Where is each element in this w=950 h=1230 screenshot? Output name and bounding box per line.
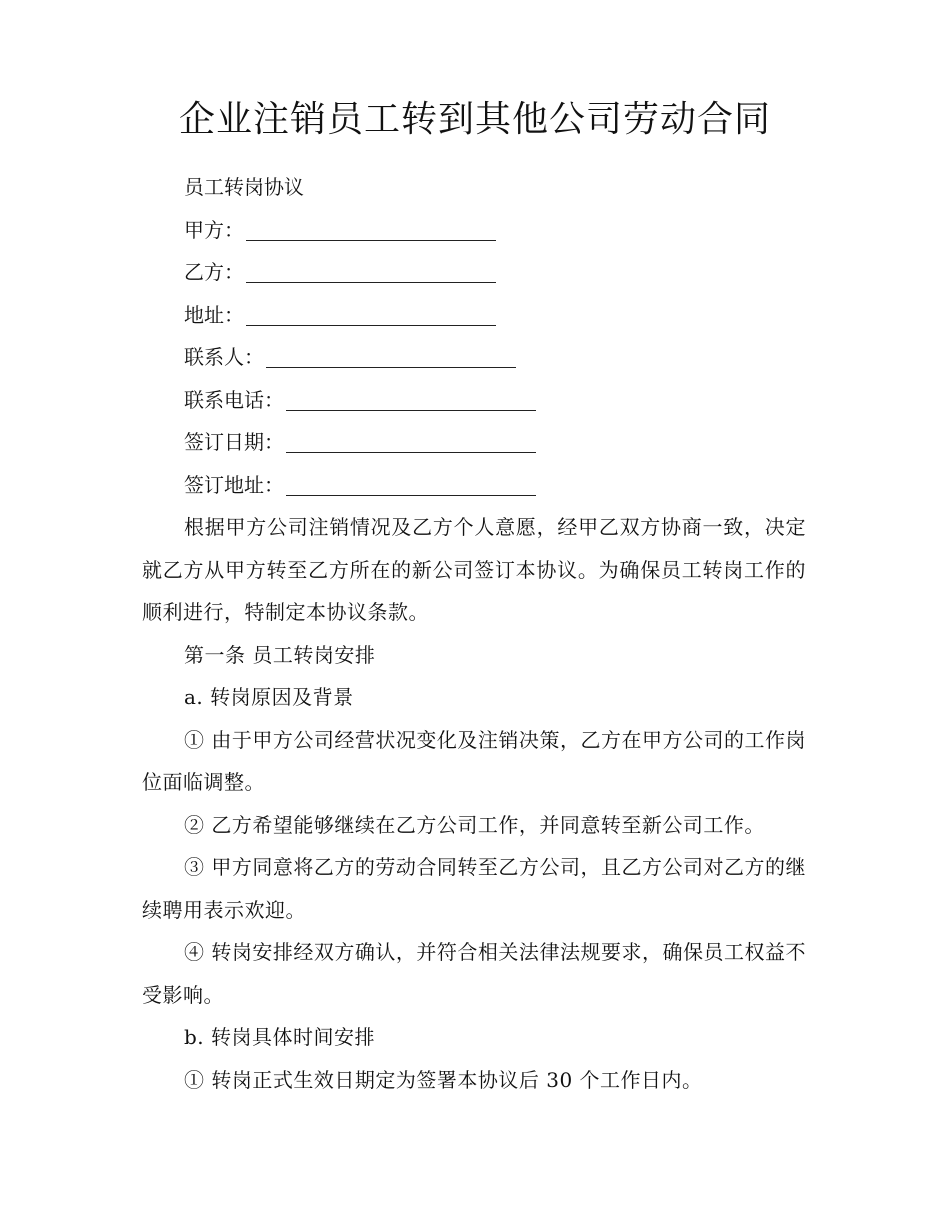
field-label: 签订日期：	[184, 430, 284, 454]
field-phone	[142, 379, 806, 422]
part-a-item-4: ④ 转岗安排经双方确认，并符合相关法律法规要求，确保员工权益不受影响。	[142, 940, 806, 1007]
blank-line[interactable]	[246, 324, 496, 326]
blank-line[interactable]	[266, 366, 516, 368]
field-address	[142, 294, 806, 337]
blank-line[interactable]	[286, 494, 536, 496]
field-party-a	[142, 209, 806, 252]
document-body	[142, 166, 806, 1101]
agreement-subtitle: 员工转岗协议	[184, 175, 304, 199]
part-a-item-3: ③ 甲方同意将乙方的劳动合同转至乙方公司，且乙方公司对乙方的继续聘用表示欢迎。	[142, 855, 806, 922]
field-sign-place	[142, 464, 806, 507]
intro-paragraph: 根据甲方公司注销情况及乙方个人意愿，经甲乙双方协商一致，决定就乙方从甲方转至乙方所在的新公司签订本协议。为确保员工转岗工作的顺利进行，特制定本协议条款。	[142, 515, 806, 624]
field-label: 乙方：	[184, 260, 244, 284]
field-contact	[142, 336, 806, 379]
field-label: 签订地址：	[184, 472, 284, 497]
field-label: 地址：	[184, 302, 244, 327]
blank-line[interactable]	[286, 409, 536, 411]
field-party-b	[142, 251, 806, 294]
part-b-item-1: ① 转岗正式生效日期定为签署本协议后 30 个工作日内。	[184, 1067, 703, 1092]
blank-line[interactable]	[246, 239, 496, 241]
field-label: 联系电话：	[184, 387, 284, 412]
article-1-heading: 第一条 员工转岗安排	[184, 642, 376, 667]
blank-line[interactable]	[246, 281, 496, 283]
part-a-heading: a. 转岗原因及背景	[184, 685, 354, 709]
part-a-item-1: ① 由于甲方公司经营状况变化及注销决策，乙方在甲方公司的工作岗位面临调整。	[142, 727, 806, 794]
field-label: 联系人：	[184, 345, 264, 369]
part-a-item-2: ② 乙方希望能够继续在乙方公司工作，并同意转至新公司工作。	[184, 812, 765, 837]
document-title: 企业注销员工转到其他公司劳动合同	[178, 99, 771, 140]
blank-line[interactable]	[286, 451, 536, 453]
part-b-heading: b. 转岗具体时间安排	[184, 1025, 376, 1049]
field-label: 甲方：	[184, 217, 244, 242]
field-sign-date	[142, 421, 806, 464]
